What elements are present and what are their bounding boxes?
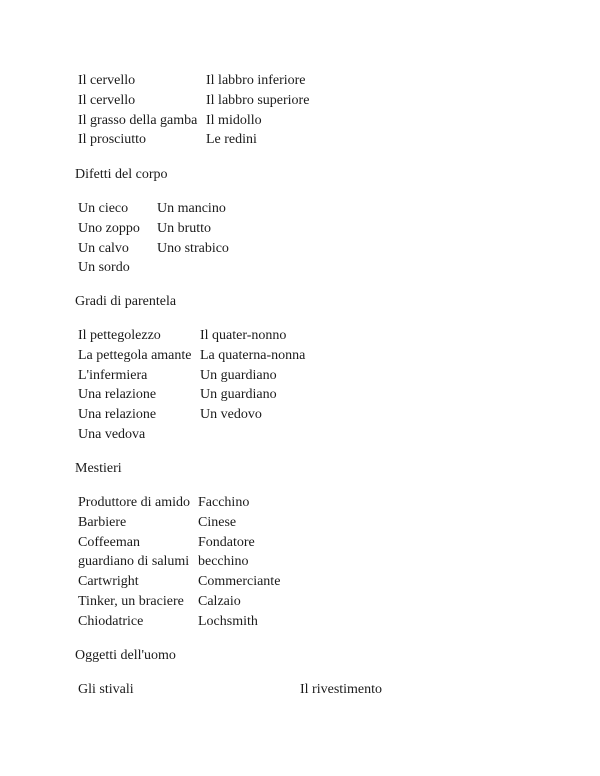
table-row [78, 592, 280, 612]
table-cell: Facchino [198, 495, 250, 510]
table-row [78, 130, 309, 150]
table-cell: Il prosciutto [78, 132, 147, 148]
table-cell: Lochsmith [198, 613, 258, 629]
table-row [78, 346, 305, 366]
table-cell: Barbiere [78, 514, 127, 530]
table-row [78, 552, 280, 572]
table-cell: L'infermiera [78, 367, 148, 383]
table-row [78, 326, 305, 346]
table-cell: Cartwright [78, 574, 139, 590]
section-heading-kinship: Gradi di parentela [75, 294, 177, 309]
table-cell: Una relazione [78, 407, 157, 423]
table-row [78, 239, 229, 259]
table-cell: Una relazione [78, 387, 157, 403]
table-row [78, 572, 280, 592]
table-row [78, 219, 229, 239]
table-cell: Il quater-nonno [200, 328, 287, 343]
table-cell: Uno strabico [157, 240, 229, 256]
table-row [78, 612, 280, 632]
table-cell: La pettegola amante [78, 347, 192, 363]
table-row [78, 258, 229, 278]
table-cell: La quaterna-nonna [200, 347, 306, 363]
table-cell: Il grasso della gamba [78, 112, 198, 128]
table-cell: Un calvo [78, 240, 129, 256]
table-cell: Il midollo [206, 112, 262, 128]
table-cell: Gli stivali [78, 682, 134, 697]
body-parts-table [78, 71, 309, 150]
table-cell: Il labbro inferiore [206, 73, 306, 88]
table-cell: Cinese [198, 514, 237, 530]
table-row [78, 199, 229, 219]
table-cell: Fondatore [198, 534, 255, 550]
table-cell: Un guardiano [200, 367, 277, 383]
table-cell: Chiodatrice [78, 613, 144, 629]
table-cell: Un guardiano [200, 387, 277, 403]
table-row [78, 533, 280, 553]
table-row [78, 680, 382, 700]
table-cell: Il labbro superiore [206, 92, 310, 108]
table-cell: Un vedovo [200, 407, 262, 423]
section-heading-objects: Oggetti dell'uomo [75, 648, 176, 663]
table-cell: Una vedova [78, 426, 146, 442]
table-cell: Un cieco [78, 201, 129, 216]
kinship-table [78, 326, 305, 445]
jobs-table [78, 493, 280, 632]
table-cell: Il rivestimento [300, 682, 383, 697]
table-row [78, 493, 280, 513]
section-heading-jobs: Mestieri [75, 461, 122, 476]
table-cell: Il pettegolezzo [78, 328, 161, 343]
table-cell: Uno zoppo [78, 220, 140, 236]
table-cell: Commerciante [198, 574, 281, 590]
table-row [78, 91, 309, 111]
table-row [78, 513, 280, 533]
table-row [78, 366, 305, 386]
table-cell: Le redini [206, 132, 257, 148]
table-cell: Un brutto [157, 220, 212, 236]
defects-table [78, 199, 229, 278]
table-cell: Il cervello [78, 92, 136, 108]
table-cell: Un mancino [157, 201, 226, 216]
table-cell: Produttore di amido [78, 495, 190, 510]
table-cell: guardiano di salumi [78, 554, 190, 570]
table-cell: Coffeeman [78, 534, 140, 550]
table-cell: Tinker, un braciere [78, 593, 184, 609]
table-row [78, 385, 305, 405]
table-row [78, 111, 309, 131]
table-row [78, 71, 309, 91]
table-cell: Il cervello [78, 73, 136, 88]
section-heading-defects: Difetti del corpo [75, 167, 168, 182]
table-row [78, 405, 305, 425]
objects-table [78, 680, 382, 700]
table-cell: Un sordo [78, 260, 130, 276]
table-cell: Calzaio [198, 593, 241, 609]
table-row [78, 425, 305, 445]
table-cell: becchino [198, 554, 249, 570]
